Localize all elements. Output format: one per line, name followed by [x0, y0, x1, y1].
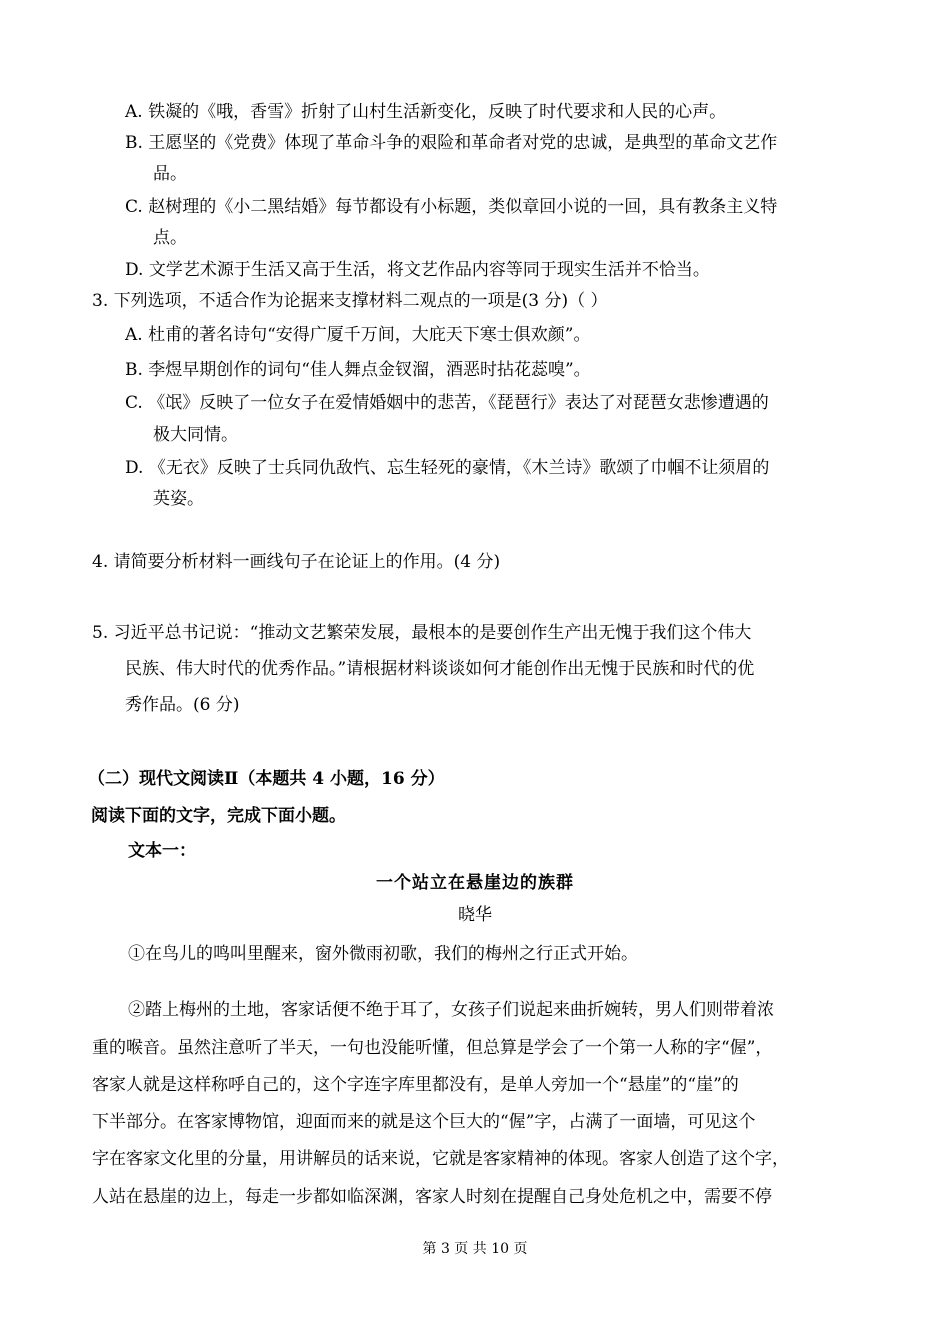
q3-option-b: B. 李煜早期创作的词句“佳人舞点金钗溜，酒恶时拈花蕊嗅”。 [125, 360, 591, 380]
q5-stem-line-3: 秀作品。(6 分) [125, 695, 240, 715]
q3-option-d-cont: 英姿。 [153, 489, 204, 509]
q5-stem-line-2: 民族、伟大时代的优秀作品。”请根据材料谈谈如何才能创作出无愧于民族和时代的优 [125, 659, 755, 679]
article-paragraph-2-line-4: 下半部分。在客家博物馆，迎面而来的就是这个巨大的“偓”字，占满了一面墙，可见这个 [92, 1112, 756, 1132]
article-paragraph-2-line-3: 客家人就是这样称呼自己的，这个字连字库里都没有，是单人旁加一个“悬崖”的“崖”的 [92, 1075, 739, 1095]
q4-stem: 4. 请简要分析材料一画线句子在论证上的作用。(4 分) [92, 552, 501, 572]
q2-option-b-cont: 品。 [153, 164, 187, 184]
text-one-label: 文本一： [128, 841, 196, 861]
article-author: 晓华 [458, 905, 492, 925]
page-footer: 第 3 页 共 10 页 [422, 1241, 528, 1257]
q2-option-b: B. 王愿坚的《党费》体现了革命斗争的艰险和革命者对党的忠诚，是典型的革命文艺作 [125, 133, 778, 153]
q3-option-c-cont: 极大同情。 [153, 425, 238, 445]
q3-option-c: C. 《氓》反映了一位女子在爱情婚姻中的悲苦，《琵琶行》表达了对琵琶女悲惨遭遇的 [125, 393, 769, 413]
article-paragraph-2-line-5: 字在客家文化里的分量，用讲解员的话来说，它就是客家精神的体现。客家人创造了这个字， [92, 1149, 789, 1169]
q2-option-a: A. 铁凝的《哦，香雪》折射了山村生活新变化，反映了时代要求和人民的心声。 [125, 102, 727, 122]
q2-option-c-cont: 点。 [153, 228, 187, 248]
q2-option-c: C. 赵树理的《小二黑结婚》每节都设有小标题，类似章回小说的一回，具有教条主义特 [125, 197, 778, 217]
q3-option-a: A. 杜甫的著名诗句“安得广厦千万间，大庇天下寒士俱欢颜”。 [125, 325, 591, 345]
reading-instruction: 阅读下面的文字，完成下面小题。 [91, 806, 346, 826]
article-paragraph-2-line-6: 人站在悬崖的边上，每走一步都如临深渊，客家人时刻在提醒自己身处危机之中，需要不停 [92, 1187, 772, 1207]
q2-option-d: D. 文学艺术源于生活又高于生活，将文艺作品内容等同于现实生活并不恰当。 [125, 260, 710, 280]
q3-option-d: D. 《无衣》反映了士兵同仇敌忾、忘生轻死的豪情，《木兰诗》歌颂了巾帼不让须眉的 [125, 458, 770, 478]
q5-stem-line-1: 5. 习近平总书记说：“推动文艺繁荣发展，最根本的是要创作生产出无愧于我们这个伟大 [92, 623, 752, 643]
article-paragraph-1: ①在鸟儿的鸣叫里醒来，窗外微雨初歌，我们的梅州之行正式开始。 [128, 944, 638, 964]
article-title: 一个站立在悬崖边的族群 [376, 873, 574, 893]
article-paragraph-2-line-1: ②踏上梅州的土地，客家话便不绝于耳了，女孩子们说起来曲折婉转，男人们则带着浓 [128, 1000, 774, 1020]
section-heading: （二）现代文阅读Ⅱ（本题共 4 小题，16 分） [88, 769, 445, 789]
article-paragraph-2-line-2: 重的喉音。虽然注意听了半天，一句也没能听懂，但总算是学会了一个第一人称的字“偓”， [92, 1038, 773, 1058]
q3-stem: 3. 下列选项，不适合作为论据来支撑材料二观点的一项是(3 分)（ ） [92, 291, 608, 311]
